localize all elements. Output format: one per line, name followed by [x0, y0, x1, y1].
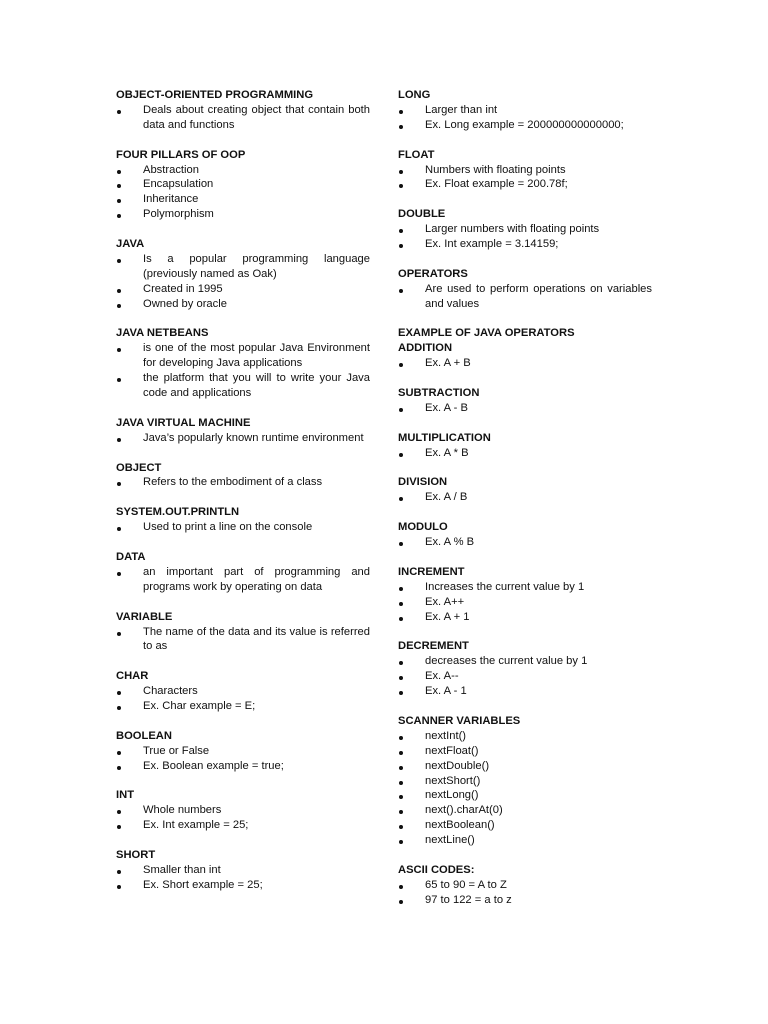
list-item-text: the platform that you will to write your Java code and applications [143, 372, 370, 400]
section-heading: DOUBLE [398, 208, 446, 221]
section-int [116, 788, 370, 833]
bullet-icon [398, 282, 408, 297]
section-heading: SYSTEM.OUT.PRINTLN [116, 506, 240, 519]
list-item-text: nextShort() [425, 774, 481, 787]
bullet-icon [116, 744, 126, 759]
list-item-text: Ex. A % B [425, 536, 475, 549]
list-item-text: Abstraction [143, 163, 199, 176]
list-item [398, 744, 652, 759]
bullet-list [116, 341, 370, 401]
list-item-text: Numbers with floating points [425, 163, 566, 176]
bullet-list [398, 878, 652, 908]
list-item [116, 818, 370, 833]
bullet-icon [398, 729, 408, 744]
bullet-icon [398, 684, 408, 699]
bullet-list [398, 163, 652, 193]
list-item-text: Created in 1995 [143, 282, 223, 295]
list-item [116, 341, 370, 371]
section-heading: ADDITION [398, 342, 453, 355]
section-heading: DECREMENT [398, 640, 469, 653]
bullet-icon [116, 818, 126, 833]
list-item-text: True or False [143, 744, 210, 757]
bullet-list [398, 282, 652, 312]
bullet-icon [116, 699, 126, 714]
bullet-icon [116, 177, 126, 192]
list-item [398, 118, 652, 133]
list-item [116, 163, 370, 178]
section-subtraction [398, 386, 652, 416]
list-item [116, 297, 370, 312]
list-item-text: Characters [143, 685, 198, 698]
section-heading: DIVISION [398, 476, 448, 489]
bullet-list [116, 744, 370, 774]
bullet-icon [116, 252, 126, 267]
section-heading: EXAMPLE OF JAVA OPERATORS [398, 327, 575, 340]
list-item-text: Ex. Int example = 25; [143, 819, 249, 832]
list-item [116, 103, 370, 133]
bullet-icon [398, 490, 408, 505]
section-short [116, 848, 370, 893]
bullet-list [398, 446, 652, 461]
bullet-icon [116, 863, 126, 878]
list-item [398, 684, 652, 699]
bullet-list [398, 356, 652, 371]
list-item-text: Ex. Short example = 25; [143, 878, 263, 891]
list-item [116, 252, 370, 282]
bullet-list [398, 103, 652, 133]
bullet-icon [116, 759, 126, 774]
bullet-icon [398, 654, 408, 669]
bullet-icon [398, 177, 408, 192]
section-heading: JAVA NETBEANS [116, 327, 209, 340]
list-item-text: Are used to perform operations on variables and values [425, 282, 652, 310]
list-item-text: Ex. Int example = 3.14159; [425, 238, 559, 251]
bullet-icon [398, 535, 408, 550]
bullet-icon [398, 669, 408, 684]
section-heading: JAVA VIRTUAL MACHINE [116, 416, 251, 429]
section-heading: CHAR [116, 670, 149, 683]
section-heading: BOOLEAN [116, 729, 172, 742]
right-column [398, 88, 652, 923]
bullet-list [116, 863, 370, 893]
section-heading: JAVA [116, 238, 145, 251]
list-item [398, 818, 652, 833]
list-item [116, 192, 370, 207]
bullet-icon [116, 371, 126, 386]
section-java [116, 237, 370, 312]
bullet-list [116, 625, 370, 655]
bullet-icon [398, 744, 408, 759]
section-heading: OPERATORS [398, 267, 468, 280]
section-heading: INCREMENT [398, 565, 465, 578]
bullet-icon [398, 401, 408, 416]
left-column [116, 88, 370, 908]
list-item-text: nextFloat() [425, 744, 479, 757]
section-scanner-variables [398, 714, 652, 848]
list-item [398, 490, 652, 505]
bullet-icon [116, 475, 126, 490]
bullet-icon [398, 833, 408, 848]
bullet-list [116, 252, 370, 312]
section-heading: MULTIPLICATION [398, 431, 491, 444]
section-object [116, 461, 370, 491]
list-item-text: Ex. A-- [425, 670, 459, 683]
bullet-icon [398, 759, 408, 774]
bullet-icon [398, 788, 408, 803]
list-item [398, 803, 652, 818]
bullet-icon [116, 520, 126, 535]
bullet-list [398, 729, 652, 848]
list-item-text: Ex. Boolean example = true; [143, 759, 284, 772]
section-four-pillars-of-oop [116, 148, 370, 223]
list-item [116, 863, 370, 878]
list-item [116, 475, 370, 490]
section-operators [398, 267, 652, 312]
list-item-text: nextBoolean() [425, 819, 495, 832]
bullet-icon [398, 878, 408, 893]
list-item [116, 565, 370, 595]
bullet-list [116, 103, 370, 133]
list-item-text: 65 to 90 = A to Z [425, 878, 507, 891]
list-item [398, 759, 652, 774]
section-object-oriented-programming [116, 88, 370, 133]
list-item [398, 669, 652, 684]
list-item-text: Encapsulation [143, 178, 214, 191]
list-item [116, 684, 370, 699]
section-ascii-codes [398, 863, 652, 908]
bullet-icon [116, 431, 126, 446]
list-item-text: nextLong() [425, 789, 479, 802]
list-item [398, 610, 652, 625]
section-heading: SUBTRACTION [398, 387, 480, 400]
list-item-text: an important part of programming and programs work by operating on data [143, 565, 370, 593]
bullet-icon [398, 803, 408, 818]
list-item [398, 401, 652, 416]
list-item [398, 446, 652, 461]
bullet-icon [398, 163, 408, 178]
section-heading: OBJECT-ORIENTED PROGRAMMING [116, 89, 314, 101]
list-item [398, 535, 652, 550]
list-item-text: decreases the current value by 1 [425, 655, 588, 668]
list-item [398, 595, 652, 610]
bullet-icon [116, 192, 126, 207]
list-item [116, 759, 370, 774]
list-item [398, 282, 652, 312]
list-item-text: Java’s popularly known runtime environment [143, 431, 364, 444]
bullet-list [116, 475, 370, 490]
list-item-text: Smaller than int [143, 863, 221, 876]
section-division [398, 475, 652, 505]
bullet-list [116, 803, 370, 833]
list-item [398, 222, 652, 237]
list-item [398, 729, 652, 744]
section-example-of-java-operators [398, 326, 652, 341]
section-heading: FLOAT [398, 148, 435, 161]
list-item-text: Ex. A - B [425, 401, 468, 414]
section-java-netbeans [116, 326, 370, 401]
list-item-text: Whole numbers [143, 804, 222, 817]
list-item-text: 97 to 122 = a to z [425, 893, 512, 906]
list-item [398, 177, 652, 192]
bullet-list [116, 163, 370, 223]
list-item-text: Ex. A * B [425, 446, 469, 459]
list-item [116, 699, 370, 714]
list-item-text: Refers to the embodiment of a class [143, 476, 323, 489]
list-item [398, 580, 652, 595]
list-item [398, 833, 652, 848]
list-item-text: Polymorphism [143, 208, 214, 221]
list-item [116, 207, 370, 222]
list-item-text: nextDouble() [425, 759, 490, 772]
list-item [116, 282, 370, 297]
section-variable [116, 610, 370, 655]
bullet-icon [116, 207, 126, 222]
bullet-icon [116, 163, 126, 178]
bullet-icon [398, 446, 408, 461]
list-item [398, 103, 652, 118]
list-item-text: Larger than int [425, 103, 498, 116]
section-heading: SCANNER VARIABLES [398, 714, 521, 727]
bullet-icon [398, 356, 408, 371]
list-item-text: Increases the current value by 1 [425, 580, 585, 593]
list-item-text: Ex. Float example = 200.78f; [425, 178, 568, 191]
section-heading: LONG [398, 89, 431, 101]
bullet-icon [398, 118, 408, 133]
section-system-out-println [116, 505, 370, 535]
section-heading: VARIABLE [116, 610, 173, 623]
section-java-virtual-machine [116, 416, 370, 446]
list-item-text: Ex. A + 1 [425, 610, 470, 623]
bullet-icon [116, 803, 126, 818]
list-item [398, 878, 652, 893]
list-item-text: Used to print a line on the console [143, 521, 313, 534]
bullet-list [398, 535, 652, 550]
bullet-icon [398, 103, 408, 118]
section-heading: MODULO [398, 521, 448, 534]
bullet-list [398, 580, 652, 625]
section-double [398, 207, 652, 252]
section-long [398, 88, 652, 133]
section-boolean [116, 729, 370, 774]
bullet-list [398, 490, 652, 505]
bullet-icon [398, 237, 408, 252]
list-item-text: next().charAt(0) [425, 804, 503, 817]
list-item [398, 163, 652, 178]
bullet-list [398, 222, 652, 252]
list-item [398, 893, 652, 908]
list-item-text: Ex. Long example = 200000000000000; [425, 118, 624, 131]
bullet-icon [398, 818, 408, 833]
bullet-list [116, 520, 370, 535]
list-item-text: Ex. A - 1 [425, 685, 467, 698]
bullet-icon [398, 610, 408, 625]
section-data [116, 550, 370, 595]
section-heading: ASCII CODES: [398, 863, 475, 876]
bullet-list [398, 401, 652, 416]
bullet-list [116, 684, 370, 714]
list-item [116, 803, 370, 818]
section-decrement [398, 639, 652, 699]
list-item-text: Ex. Char example = E; [143, 700, 256, 713]
section-increment [398, 565, 652, 625]
section-addition [398, 341, 652, 371]
bullet-icon [398, 893, 408, 908]
list-item-text: Owned by oracle [143, 297, 227, 310]
list-item-text: Is a popular programming language (previously named as Oak) [143, 252, 370, 280]
list-item-text: Ex. A + B [425, 357, 471, 370]
list-item-text: Larger numbers with floating points [425, 223, 600, 236]
bullet-icon [116, 282, 126, 297]
section-multiplication [398, 431, 652, 461]
list-item [398, 788, 652, 803]
bullet-icon [116, 103, 126, 118]
list-item [398, 654, 652, 669]
list-item-text: Deals about creating object that contain both data and functions [143, 103, 370, 131]
section-modulo [398, 520, 652, 550]
section-heading: INT [116, 789, 135, 802]
list-item-text: nextInt() [425, 729, 467, 742]
list-item [116, 625, 370, 655]
section-char [116, 669, 370, 714]
bullet-icon [116, 625, 126, 640]
list-item-text: The name of the data and its value is referred to as [143, 625, 370, 653]
section-heading: DATA [116, 550, 146, 563]
section-heading: OBJECT [116, 461, 162, 474]
section-heading: SHORT [116, 849, 156, 862]
bullet-icon [116, 565, 126, 580]
list-item [116, 431, 370, 446]
list-item [116, 520, 370, 535]
section-heading: FOUR PILLARS OF OOP [116, 148, 246, 161]
section-float [398, 148, 652, 193]
bullet-icon [116, 878, 126, 893]
bullet-list [116, 565, 370, 595]
bullet-icon [398, 222, 408, 237]
bullet-icon [116, 684, 126, 699]
list-item [398, 356, 652, 371]
bullet-list [398, 654, 652, 699]
bullet-icon [116, 297, 126, 312]
bullet-list [116, 431, 370, 446]
list-item [398, 774, 652, 789]
list-item [116, 177, 370, 192]
list-item-text: Inheritance [143, 193, 199, 206]
bullet-icon [116, 341, 126, 356]
list-item [398, 237, 652, 252]
list-item [116, 744, 370, 759]
bullet-icon [398, 595, 408, 610]
list-item [116, 878, 370, 893]
list-item-text: Ex. A++ [425, 595, 465, 608]
list-item-text: is one of the most popular Java Environment for developing Java applications [143, 342, 370, 370]
list-item [116, 371, 370, 401]
bullet-icon [398, 580, 408, 595]
list-item-text: Ex. A / B [425, 491, 468, 504]
bullet-icon [398, 774, 408, 789]
list-item-text: nextLine() [425, 834, 475, 847]
